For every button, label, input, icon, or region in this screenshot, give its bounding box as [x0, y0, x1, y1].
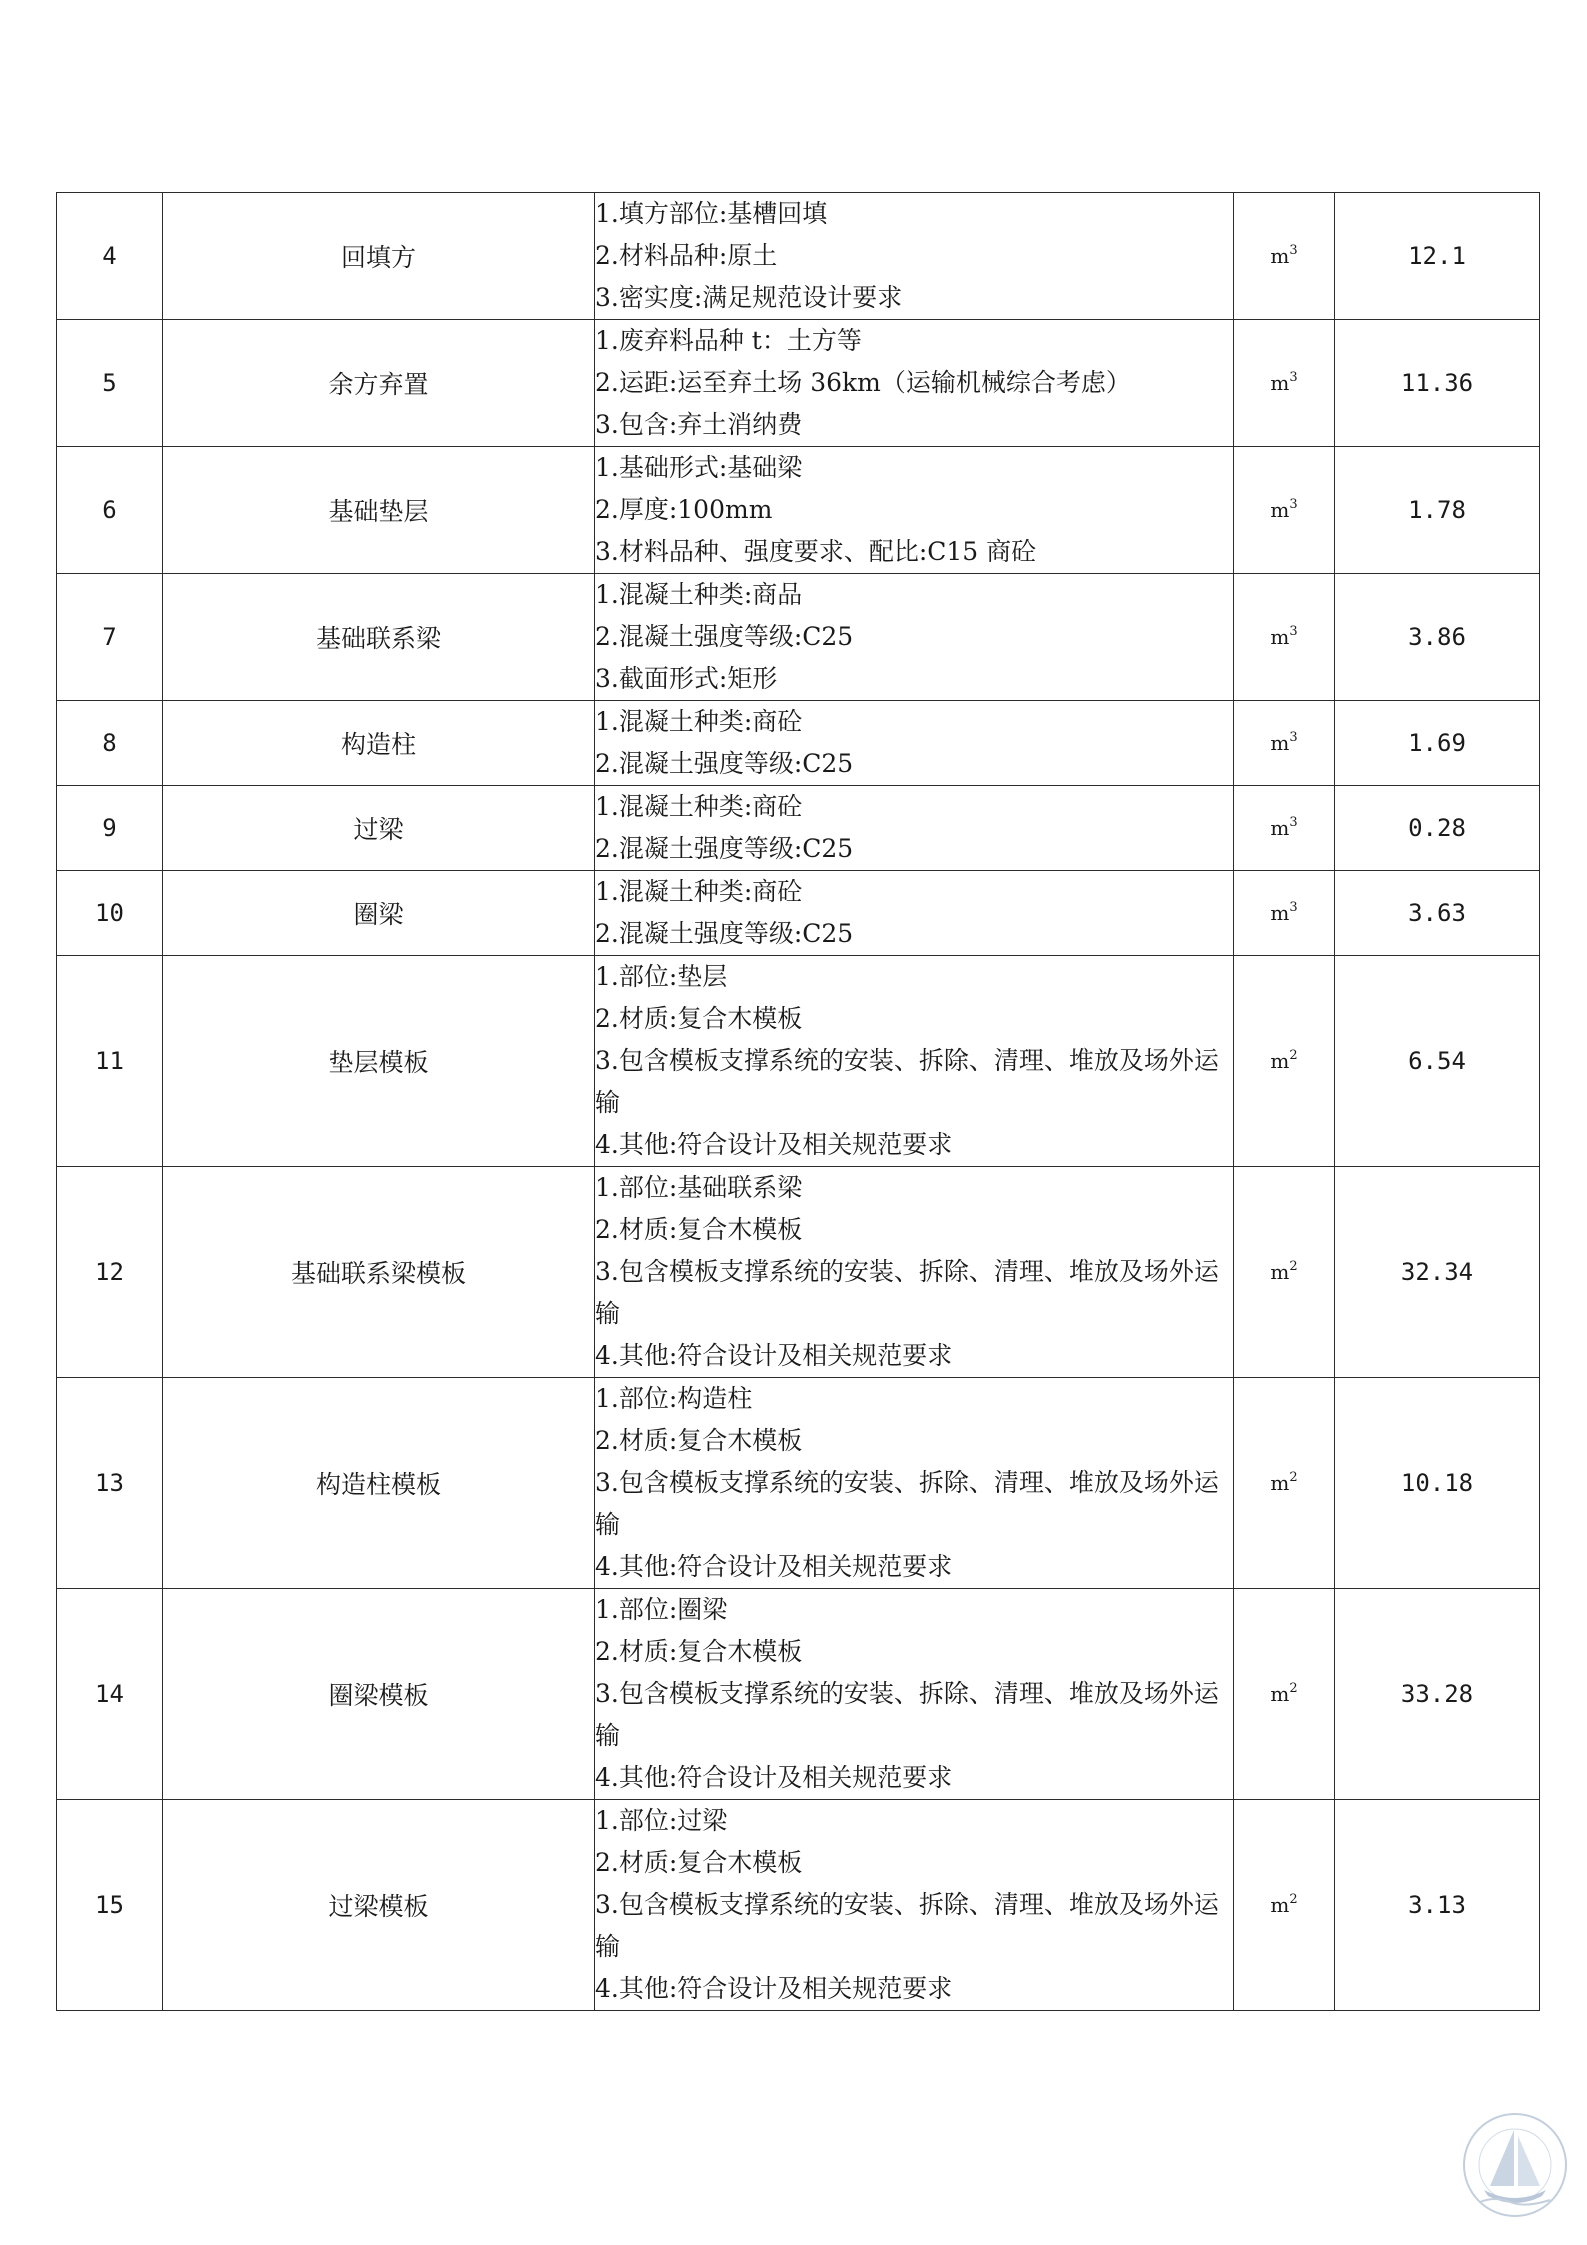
- item-name: 余方弃置: [163, 320, 595, 447]
- description-line: 3.截面形式:矩形: [595, 664, 778, 693]
- unit-exponent: 2: [1289, 1681, 1298, 1696]
- unit-exponent: 3: [1289, 370, 1298, 385]
- description-line: 2.材质:复合木模板: [595, 1637, 803, 1666]
- item-number: 10: [57, 871, 163, 956]
- description-line: 2.材质:复合木模板: [595, 1004, 803, 1033]
- unit-base: m: [1270, 816, 1290, 840]
- bill-of-quantities-table: [56, 192, 1540, 2011]
- unit-exponent: 3: [1289, 497, 1298, 512]
- item-description: [595, 1378, 1234, 1589]
- unit-base: m: [1270, 1260, 1290, 1284]
- table-row: [57, 193, 1540, 320]
- item-name: 圈梁模板: [163, 1589, 595, 1800]
- item-quantity: 12.1: [1335, 193, 1540, 320]
- item-quantity: 3.13: [1335, 1800, 1540, 2011]
- description-line: 3.密实度:满足规范设计要求: [595, 283, 903, 312]
- unit-exponent: 2: [1289, 1892, 1298, 1907]
- item-unit: [1234, 447, 1335, 574]
- item-quantity: 3.86: [1335, 574, 1540, 701]
- description-line: 4.其他:符合设计及相关规范要求: [595, 1130, 953, 1159]
- item-number: 15: [57, 1800, 163, 2011]
- item-name: 回填方: [163, 193, 595, 320]
- unit-exponent: 3: [1289, 815, 1298, 830]
- item-description: [595, 447, 1234, 574]
- description-line: 2.混凝土强度等级:C25: [595, 622, 854, 651]
- item-unit: [1234, 701, 1335, 786]
- item-number: 8: [57, 701, 163, 786]
- item-number: 11: [57, 956, 163, 1167]
- description-line: 2.材质:复合木模板: [595, 1848, 803, 1877]
- item-name: 构造柱模板: [163, 1378, 595, 1589]
- description-line: 1.废弃料品种 t：土方等: [595, 326, 862, 355]
- item-unit: [1234, 1167, 1335, 1378]
- item-name: 垫层模板: [163, 956, 595, 1167]
- item-number: 5: [57, 320, 163, 447]
- description-line: 3.包含模板支撑系统的安装、拆除、清理、堆放及场外运输: [595, 1679, 1219, 1750]
- table-row: [57, 956, 1540, 1167]
- table-row: [57, 1167, 1540, 1378]
- description-line: 1.基础形式:基础梁: [595, 453, 803, 482]
- description-line: 2.混凝土强度等级:C25: [595, 919, 854, 948]
- unit-base: m: [1270, 1682, 1290, 1706]
- description-line: 1.混凝土种类:商品: [595, 580, 803, 609]
- item-unit: [1234, 1589, 1335, 1800]
- description-line: 1.部位:构造柱: [595, 1384, 753, 1413]
- table-row: [57, 1800, 1540, 2011]
- item-description: [595, 1167, 1234, 1378]
- item-name: 基础联系梁模板: [163, 1167, 595, 1378]
- unit-base: m: [1270, 731, 1290, 755]
- table-row: [57, 447, 1540, 574]
- item-quantity: 10.18: [1335, 1378, 1540, 1589]
- description-line: 3.包含:弃土消纳费: [595, 410, 803, 439]
- unit-exponent: 3: [1289, 730, 1298, 745]
- item-unit: [1234, 574, 1335, 701]
- item-quantity: 1.78: [1335, 447, 1540, 574]
- unit-exponent: 3: [1289, 900, 1298, 915]
- description-line: 1.混凝土种类:商砼: [595, 792, 803, 821]
- item-name: 构造柱: [163, 701, 595, 786]
- unit-exponent: 2: [1289, 1259, 1298, 1274]
- item-quantity: 0.28: [1335, 786, 1540, 871]
- description-line: 1.填方部位:基槽回填: [595, 199, 828, 228]
- table-row: [57, 871, 1540, 956]
- unit-exponent: 2: [1289, 1048, 1298, 1063]
- description-line: 2.材料品种:原土: [595, 241, 778, 270]
- description-line: 2.厚度:100mm: [595, 495, 773, 524]
- item-description: [595, 701, 1234, 786]
- item-unit: [1234, 956, 1335, 1167]
- item-number: 13: [57, 1378, 163, 1589]
- item-quantity: 6.54: [1335, 956, 1540, 1167]
- item-quantity: 33.28: [1335, 1589, 1540, 1800]
- description-line: 2.材质:复合木模板: [595, 1215, 803, 1244]
- description-line: 4.其他:符合设计及相关规范要求: [595, 1974, 953, 2003]
- item-name: 基础联系梁: [163, 574, 595, 701]
- table-body: [57, 193, 1540, 2011]
- unit-base: m: [1270, 1893, 1290, 1917]
- item-description: [595, 320, 1234, 447]
- description-line: 1.部位:垫层: [595, 962, 728, 991]
- description-line: 3.包含模板支撑系统的安装、拆除、清理、堆放及场外运输: [595, 1257, 1219, 1328]
- item-number: 7: [57, 574, 163, 701]
- item-description: [595, 574, 1234, 701]
- description-line: 2.运距:运至弃土场 36km（运输机械综合考虑）: [595, 368, 1131, 397]
- unit-exponent: 3: [1289, 243, 1298, 258]
- unit-base: m: [1270, 625, 1290, 649]
- item-quantity: 11.36: [1335, 320, 1540, 447]
- item-description: [595, 871, 1234, 956]
- description-line: 3.包含模板支撑系统的安装、拆除、清理、堆放及场外运输: [595, 1468, 1219, 1539]
- unit-exponent: 3: [1289, 624, 1298, 639]
- item-name: 过梁模板: [163, 1800, 595, 2011]
- description-line: 1.部位:基础联系梁: [595, 1173, 803, 1202]
- description-line: 4.其他:符合设计及相关规范要求: [595, 1341, 953, 1370]
- unit-base: m: [1270, 498, 1290, 522]
- item-name: 基础垫层: [163, 447, 595, 574]
- item-number: 14: [57, 1589, 163, 1800]
- item-name: 过梁: [163, 786, 595, 871]
- description-line: 1.混凝土种类:商砼: [595, 877, 803, 906]
- description-line: 4.其他:符合设计及相关规范要求: [595, 1763, 953, 1792]
- description-line: 1.部位:圈梁: [595, 1595, 728, 1624]
- item-unit: [1234, 320, 1335, 447]
- item-quantity: 32.34: [1335, 1167, 1540, 1378]
- item-unit: [1234, 871, 1335, 956]
- item-number: 12: [57, 1167, 163, 1378]
- table-row: [57, 786, 1540, 871]
- table-row: [57, 701, 1540, 786]
- item-description: [595, 786, 1234, 871]
- item-quantity: 1.69: [1335, 701, 1540, 786]
- unit-base: m: [1270, 1471, 1290, 1495]
- description-line: 3.包含模板支撑系统的安装、拆除、清理、堆放及场外运输: [595, 1890, 1219, 1961]
- description-line: 1.部位:过梁: [595, 1806, 728, 1835]
- table-row: [57, 320, 1540, 447]
- item-name: 圈梁: [163, 871, 595, 956]
- unit-base: m: [1270, 1049, 1290, 1073]
- item-unit: [1234, 786, 1335, 871]
- table-row: [57, 1378, 1540, 1589]
- table-row: [57, 1589, 1540, 1800]
- item-description: [595, 956, 1234, 1167]
- item-unit: [1234, 1800, 1335, 2011]
- unit-exponent: 2: [1289, 1470, 1298, 1485]
- description-line: 3.材料品种、强度要求、配比:C15 商砼: [595, 537, 1037, 566]
- unit-base: m: [1270, 901, 1290, 925]
- item-quantity: 3.63: [1335, 871, 1540, 956]
- description-line: 4.其他:符合设计及相关规范要求: [595, 1552, 953, 1581]
- description-line: 2.材质:复合木模板: [595, 1426, 803, 1455]
- table-row: [57, 574, 1540, 701]
- unit-base: m: [1270, 244, 1290, 268]
- description-line: 2.混凝土强度等级:C25: [595, 834, 854, 863]
- item-number: 9: [57, 786, 163, 871]
- item-number: 4: [57, 193, 163, 320]
- item-unit: [1234, 193, 1335, 320]
- description-line: 2.混凝土强度等级:C25: [595, 749, 854, 778]
- item-unit: [1234, 1378, 1335, 1589]
- item-description: [595, 1589, 1234, 1800]
- description-line: 1.混凝土种类:商砼: [595, 707, 803, 736]
- item-description: [595, 193, 1234, 320]
- item-number: 6: [57, 447, 163, 574]
- sailboat-seal-icon: [1460, 2110, 1570, 2220]
- item-description: [595, 1800, 1234, 2011]
- description-line: 3.包含模板支撑系统的安装、拆除、清理、堆放及场外运输: [595, 1046, 1219, 1117]
- unit-base: m: [1270, 371, 1290, 395]
